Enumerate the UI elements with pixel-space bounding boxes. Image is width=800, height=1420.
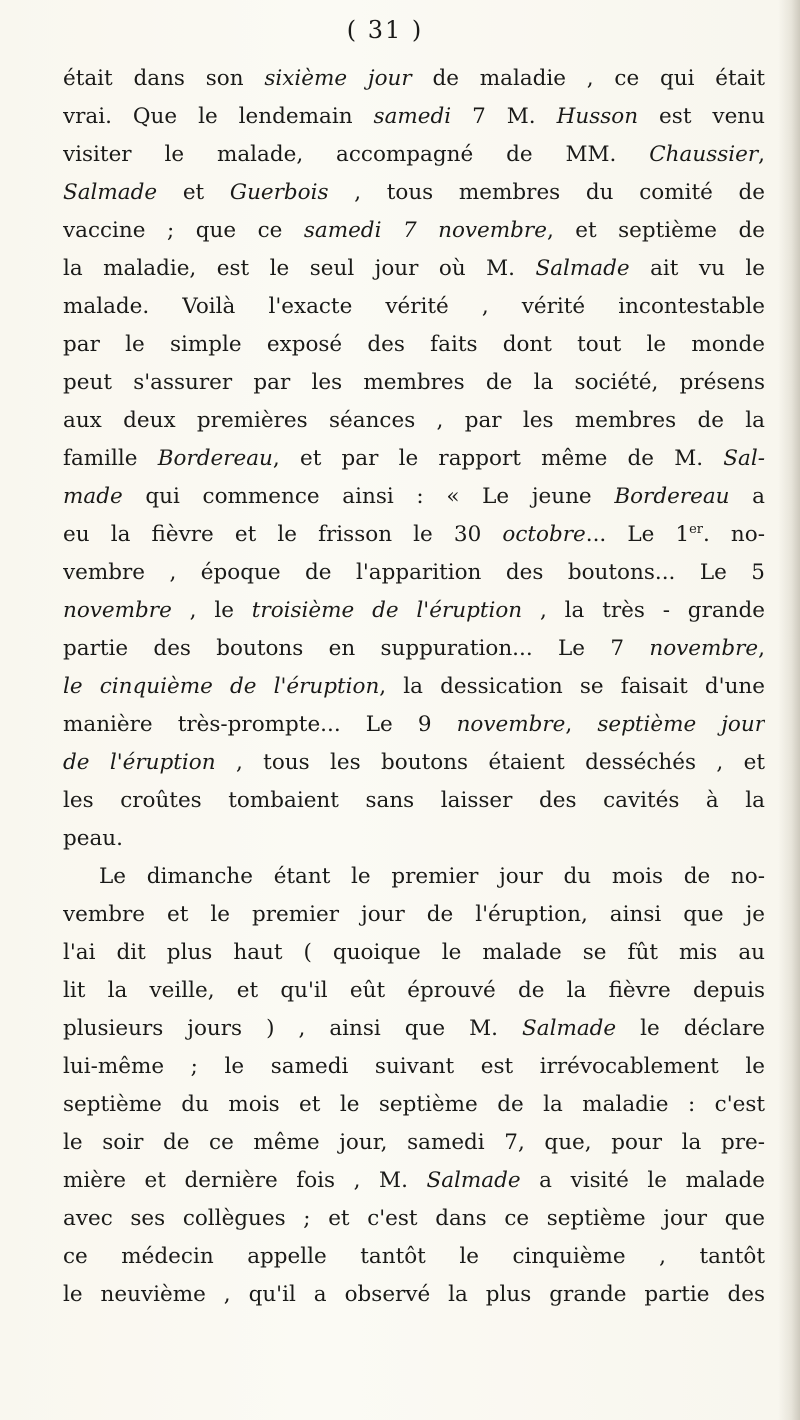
text-segment: de maladie , ce qui était <box>411 66 765 91</box>
italic-text: Salmade <box>535 256 630 281</box>
superscript: er <box>689 521 703 537</box>
text-segment: septième du mois et le septième de la maladie : c'est <box>63 1092 765 1117</box>
italic-text: Guerbois <box>229 180 329 205</box>
text-segment: , <box>758 636 765 661</box>
text-line <box>63 60 765 98</box>
italic-text: novembre <box>456 712 566 737</box>
italic-text: samedi <box>373 104 452 129</box>
text-segment: les croûtes tombaient sans laisser des cavités à la <box>63 788 765 813</box>
text-segment: était dans son <box>63 66 265 91</box>
italic-text: de l'éruption <box>63 750 216 775</box>
text-segment: peau. <box>63 826 123 851</box>
text-line <box>63 744 765 782</box>
text-line <box>63 1200 765 1238</box>
text-segment: peut s'assurer par les membres de la société, présens <box>63 370 765 395</box>
text-line <box>63 364 765 402</box>
text-line <box>63 174 765 212</box>
text-segment: vaccine ; que ce <box>63 218 304 243</box>
text-segment: avec ses collègues ; et c'est dans ce septième jour que <box>63 1206 765 1231</box>
text-line <box>63 98 765 136</box>
text-segment: , et septième de <box>546 218 765 243</box>
text-segment: le neuvième , qu'il a observé la plus grande partie des <box>63 1282 765 1307</box>
text-segment: eu la fièvre et le frisson le 30 <box>63 522 503 547</box>
text-segment: vembre , époque de l'apparition des boutons... Le 5 <box>63 560 765 585</box>
italic-text: made <box>63 484 123 509</box>
text-segment: aux deux premières séances , par les membres de la <box>63 408 765 433</box>
text-segment: la maladie, est le seul jour où M. <box>63 256 536 281</box>
text-line <box>63 782 765 820</box>
italic-text: Husson <box>556 104 639 129</box>
text-segment: par le simple exposé des faits dont tout le monde <box>63 332 765 357</box>
text-segment: lit la veille, et qu'il eût éprouvé de la fièvre depuis <box>63 978 765 1003</box>
italic-text: le cinquième de l'éruption <box>63 674 380 699</box>
text-line <box>63 136 765 174</box>
text-segment: manière très-prompte... Le 9 <box>63 712 457 737</box>
text-segment: , le <box>171 598 252 623</box>
text-segment: mière et dernière fois , M. <box>63 1168 427 1193</box>
text-segment: , <box>758 142 765 167</box>
text-segment: , et par le rapport même de M. <box>272 446 724 471</box>
italic-text: Bordereau <box>157 446 273 471</box>
text-line <box>63 1086 765 1124</box>
text-line <box>63 212 765 250</box>
text-segment: partie des boutons en suppuration... Le 7 <box>63 636 650 661</box>
italic-text: Sal- <box>723 446 765 471</box>
text-line <box>63 478 765 516</box>
text-segment: vrai. Que le lendemain <box>63 104 374 129</box>
text-segment: . no- <box>702 522 765 547</box>
page-number: ( 31 ) <box>346 16 424 44</box>
text-line <box>63 820 765 858</box>
text-segment: 7 M. <box>451 104 557 129</box>
italic-text: Bordereau <box>614 484 730 509</box>
text-line <box>63 1238 765 1276</box>
text-segment: , la très - grande <box>522 598 765 623</box>
italic-text: octobre <box>502 522 586 547</box>
text-line <box>63 706 765 744</box>
text-line <box>63 896 765 934</box>
italic-text: troisième de l'éruption <box>251 598 523 623</box>
text-line <box>63 288 765 326</box>
text-line <box>63 630 765 668</box>
italic-text: Salmade <box>522 1016 617 1041</box>
text-segment: ... Le 1 <box>585 522 690 547</box>
text-line <box>63 1276 765 1314</box>
text-line <box>63 554 765 592</box>
text-segment: famille <box>63 446 158 471</box>
italic-text: novembre <box>649 636 759 661</box>
text-line <box>63 440 765 478</box>
text-segment: ce médecin appelle tantôt le cinquième , tantôt <box>63 1244 765 1269</box>
text-segment: , tous les boutons étaient desséchés , et <box>215 750 765 775</box>
text-line <box>63 858 765 896</box>
italic-text: Chaussier <box>649 142 759 167</box>
text-segment: a <box>729 484 765 509</box>
body-text <box>63 60 765 1314</box>
text-line <box>63 516 765 554</box>
text-segment: , <box>565 712 598 737</box>
text-segment: et <box>157 180 230 205</box>
text-line <box>63 402 765 440</box>
text-segment: ait vu le <box>629 256 765 281</box>
text-segment: Le dimanche étant le premier jour du mois de no- <box>99 864 765 889</box>
text-line <box>63 592 765 630</box>
text-segment: , tous membres du comité de <box>328 180 765 205</box>
text-segment: le soir de ce même jour, samedi 7, que, pour la pre- <box>63 1130 765 1155</box>
italic-text: sixième jour <box>264 66 412 91</box>
text-line <box>63 250 765 288</box>
text-segment: qui commence ainsi : « Le jeune <box>122 484 615 509</box>
text-segment: malade. Voilà l'exacte vérité , vérité incontestable <box>63 294 765 319</box>
text-segment: a visité le malade <box>520 1168 765 1193</box>
text-segment: plusieurs jours ) , ainsi que M. <box>63 1016 523 1041</box>
text-segment: , la dessication se faisait d'une <box>379 674 765 699</box>
text-line <box>63 1162 765 1200</box>
italic-text: septième jour <box>597 712 765 737</box>
text-line <box>63 972 765 1010</box>
text-line <box>63 668 765 706</box>
text-segment: visiter le malade, accompagné de MM. <box>63 142 650 167</box>
italic-text: samedi 7 novembre <box>303 218 547 243</box>
italic-text: Salmade <box>426 1168 521 1193</box>
italic-text: novembre <box>63 598 172 623</box>
text-segment: l'ai dit plus haut ( quoique le malade se fût mis au <box>63 940 765 965</box>
text-segment: lui-même ; le samedi suivant est irrévocablement le <box>63 1054 765 1079</box>
text-segment: est venu <box>638 104 765 129</box>
italic-text: Salmade <box>63 180 158 205</box>
text-line <box>63 1124 765 1162</box>
text-line <box>63 326 765 364</box>
text-line <box>63 1048 765 1086</box>
text-line <box>63 934 765 972</box>
text-line <box>63 1010 765 1048</box>
text-segment: le déclare <box>616 1016 765 1041</box>
page-edge-shadow <box>778 0 800 1420</box>
text-segment: vembre et le premier jour de l'éruption, ainsi que je <box>63 902 765 927</box>
